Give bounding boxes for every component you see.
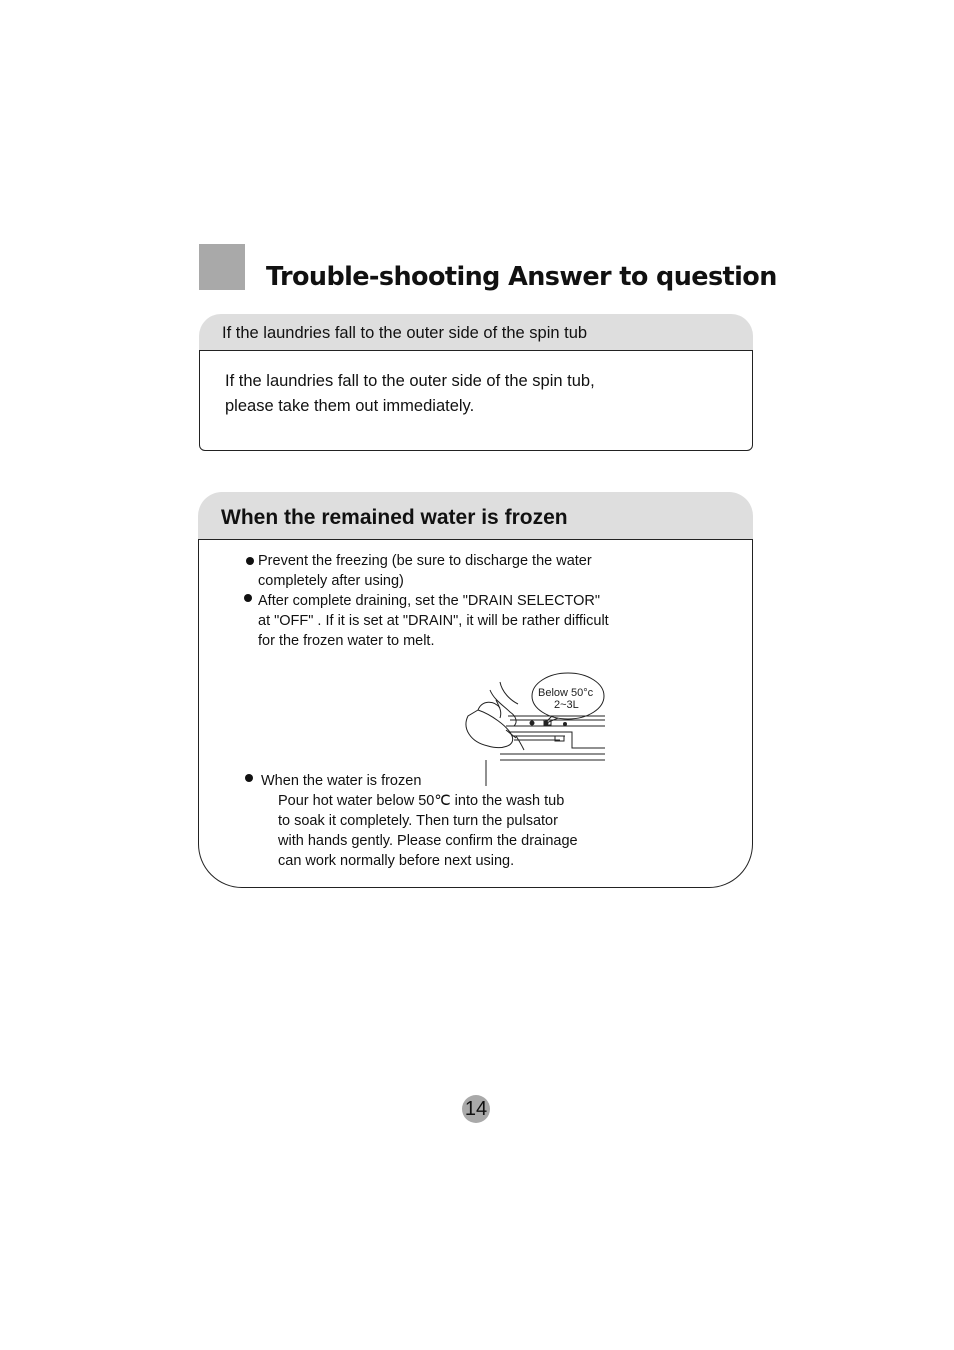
bullet-item-prevent-freezing (258, 551, 592, 591)
title-marker-square (199, 244, 245, 290)
spin-tub-body-line: please take them out immediately. (225, 396, 475, 415)
spin-tub-section-heading: If the laundries fall to the outer side of the spin tub (222, 324, 588, 342)
bullet-line: Pour hot water below 50℃ into the wash tub (278, 793, 565, 809)
bullet-line: to soak it completely. Then turn the pulsator (278, 813, 558, 829)
bullet-dot-icon (246, 557, 254, 565)
bullet-line: After complete draining, set the "DRAIN SELECTOR" (258, 593, 601, 609)
page-title: Trouble-shooting Answer to question (266, 262, 777, 292)
bullet-line: at "OFF" . If it is set at "DRAIN", it will be rather difficult (258, 613, 609, 629)
bullet-line: can work normally before next using. (278, 853, 515, 869)
bullet-dot-icon (245, 774, 253, 782)
spin-tub-section-body (225, 369, 595, 418)
bullet-item-water-frozen-lead: When the water is frozen (261, 773, 422, 789)
illustration-temperature-label: Below 50°c (538, 687, 594, 699)
bullet-item-water-frozen-body (278, 791, 578, 871)
bullet-item-drain-selector (258, 591, 609, 651)
frozen-section-heading: When the remained water is frozen (221, 506, 568, 529)
bullet-line: with hands gently. Please confirm the drainage (278, 833, 578, 849)
bullet-line: for the frozen water to melt. (258, 633, 435, 649)
bullet-line: completely after using) (258, 573, 404, 589)
pouring-hot-water-illustration (460, 670, 610, 788)
bullet-line: Prevent the freezing (be sure to discharge the water (258, 553, 592, 569)
illustration-volume-label: 2~3L (554, 699, 579, 711)
page-number: 14 (462, 1095, 490, 1123)
spin-tub-body-line: If the laundries fall to the outer side of the spin tub, (225, 372, 595, 390)
bullet-dot-icon (244, 594, 252, 602)
